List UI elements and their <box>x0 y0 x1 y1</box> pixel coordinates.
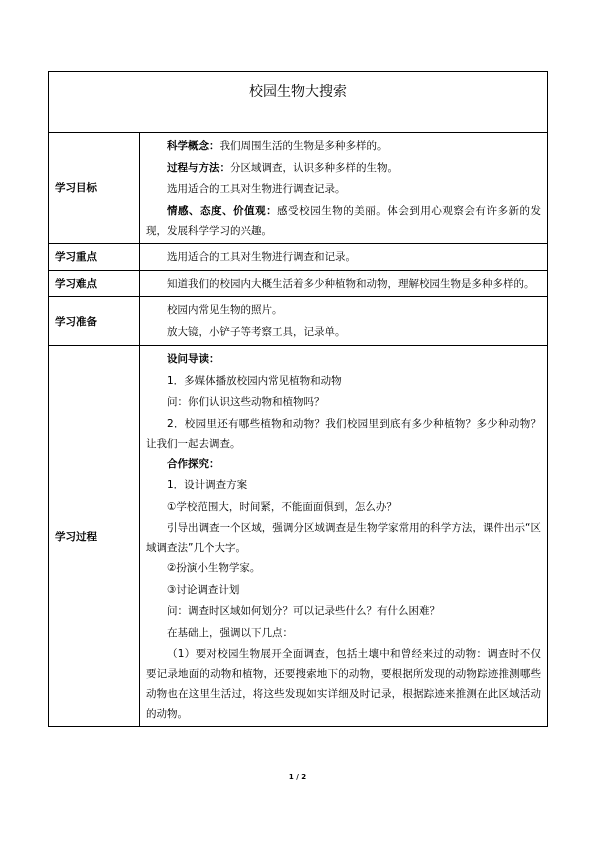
process-paragraph: 2．校园里还有哪些植物和动物？我们校园里到底有多少种植物？多少种动物？让我们一起去调查。 <box>146 417 541 450</box>
objective-text: 我们周围生活的生物是多种多样的。 <box>219 140 388 152</box>
process-paragraph: 问：调查时区域如何划分？可以记录些什么？有什么困难？ <box>167 605 440 617</box>
preparation-item: 校园内常见生物的照片。 <box>167 304 283 316</box>
objective-text: 感受校园生物的美丽。体会到用心观察会有许多新的发现，发展科学学习的兴趣。 <box>146 204 542 237</box>
difficulties-content <box>140 271 548 297</box>
key-points-label: 学习重点 <box>49 243 140 271</box>
page-title: 校园生物大搜索 <box>249 84 347 100</box>
lesson-plan-table <box>48 71 548 727</box>
objective-item <box>146 179 541 201</box>
process-content <box>140 346 548 727</box>
objectives-content <box>140 133 548 244</box>
objective-lead: 过程与方法： <box>167 161 230 174</box>
process-paragraph: （1）要对校园生物展开全面调查，包括土壤中和曾经来过的动物：调查时不仅要记录地面的动物和植物，还要搜索地下的动物，要根据所发现的动物踪迹推测哪些动物也在这里生活过，将这些发现如实详细及时记录，根据踪迹来推测在此区域活动的动物。 <box>146 648 541 720</box>
process-heading <box>146 454 541 476</box>
difficulties-label: 学习难点 <box>49 271 140 297</box>
objective-item <box>146 201 541 241</box>
preparation-content <box>140 297 548 346</box>
objective-item <box>146 136 541 158</box>
process-heading <box>146 349 541 371</box>
process-row <box>49 346 548 727</box>
key-points-text: 选用适合的工具对生物进行调查和记录。 <box>167 250 356 263</box>
explore-heading: 合作探究： <box>167 457 220 470</box>
process-paragraph: 1．多媒体播放校园内常见植物和动物 <box>167 374 342 387</box>
title-cell <box>49 72 548 133</box>
objectives-label: 学习目标 <box>49 133 140 244</box>
intro-heading: 设问导读： <box>167 353 220 365</box>
page-number: 1 / 2 <box>288 773 307 781</box>
key-points-row <box>49 243 548 271</box>
objective-text: 选用适合的工具对生物进行调查记录。 <box>167 183 346 195</box>
process-paragraph: ②扮演小生物学家。 <box>167 562 261 574</box>
preparation-item: 放大镜，小铲子等考察工具，记录单。 <box>167 325 346 338</box>
difficulties-text: 知道我们的校园内大概生活着多少种植物和动物，理解校园生物是多种多样的。 <box>167 278 535 290</box>
process-paragraph: ③讨论调查计划 <box>167 583 240 596</box>
process-label: 学习过程 <box>49 346 140 727</box>
process-paragraph: 1．设计调查方案 <box>167 479 248 491</box>
difficulties-row <box>49 271 548 297</box>
objective-item <box>146 158 541 180</box>
title-row <box>49 72 548 133</box>
objectives-row <box>49 133 548 244</box>
objective-lead: 情感、态度、价值观： <box>167 204 278 217</box>
process-paragraph: ①学校范围大，时间紧，不能面面俱到，怎么办？ <box>167 500 397 513</box>
process-paragraph: 引导出调查一个区域，强调分区域调查是生物学家常用的科学方法，课件出示“区域调查法”几个大字。 <box>146 522 541 554</box>
key-points-content <box>140 243 548 271</box>
process-paragraph: 问：你们认识这些动物和植物吗？ <box>167 396 325 408</box>
preparation-row <box>49 297 548 346</box>
process-paragraph: 在基础上，强调以下几点： <box>167 626 293 639</box>
preparation-label: 学习准备 <box>49 297 140 346</box>
objective-text: 分区域调查，认识多种多样的生物。 <box>230 161 398 174</box>
objective-lead: 科学概念： <box>167 140 220 152</box>
